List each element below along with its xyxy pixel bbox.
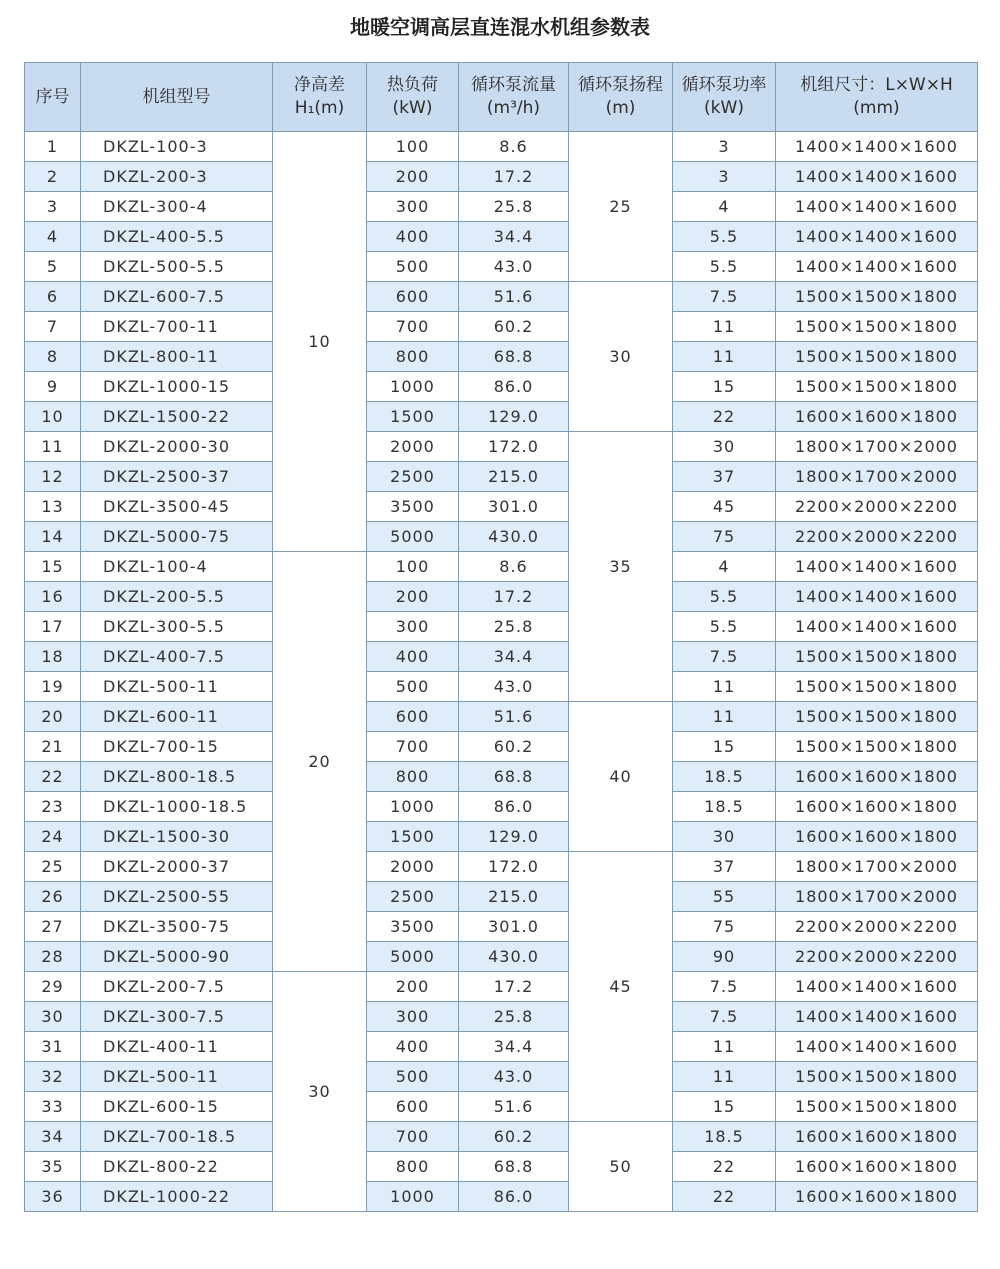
table-row xyxy=(25,1032,978,1062)
cell-power: 90 xyxy=(673,942,776,972)
cell-load: 500 xyxy=(367,672,459,702)
cell-power: 45 xyxy=(673,492,776,522)
cell-load: 100 xyxy=(367,552,459,582)
header-height-label: 净高差 xyxy=(294,75,345,95)
cell-flow: 8.6 xyxy=(459,132,569,162)
table-row xyxy=(25,702,978,732)
cell-size: 1400×1400×1600 xyxy=(776,612,978,642)
cell-size: 1500×1500×1800 xyxy=(776,732,978,762)
cell-seq: 27 xyxy=(25,912,81,942)
table-row xyxy=(25,192,978,222)
cell-flow: 34.4 xyxy=(459,642,569,672)
cell-flow: 17.2 xyxy=(459,972,569,1002)
cell-power: 37 xyxy=(673,462,776,492)
cell-model: DKZL-200-5.5 xyxy=(81,582,273,612)
cell-power: 4 xyxy=(673,552,776,582)
cell-size: 2200×2000×2200 xyxy=(776,912,978,942)
cell-load: 2000 xyxy=(367,852,459,882)
cell-model: DKZL-2500-37 xyxy=(81,462,273,492)
table-row xyxy=(25,612,978,642)
table-row xyxy=(25,852,978,882)
cell-flow: 86.0 xyxy=(459,372,569,402)
header-power-unit: (kW) xyxy=(704,98,744,118)
cell-head-group: 35 xyxy=(569,432,673,702)
cell-size: 1400×1400×1600 xyxy=(776,1032,978,1062)
cell-flow: 129.0 xyxy=(459,402,569,432)
table-row xyxy=(25,582,978,612)
cell-load: 300 xyxy=(367,1002,459,1032)
table-row xyxy=(25,762,978,792)
cell-load: 1500 xyxy=(367,402,459,432)
cell-power: 22 xyxy=(673,402,776,432)
cell-size: 1400×1400×1600 xyxy=(776,222,978,252)
cell-power: 22 xyxy=(673,1182,776,1212)
cell-power: 5.5 xyxy=(673,252,776,282)
cell-power: 18.5 xyxy=(673,1122,776,1152)
cell-model: DKZL-600-11 xyxy=(81,702,273,732)
cell-seq: 21 xyxy=(25,732,81,762)
cell-size: 1400×1400×1600 xyxy=(776,162,978,192)
cell-power: 11 xyxy=(673,1062,776,1092)
cell-model: DKZL-800-11 xyxy=(81,342,273,372)
table-row xyxy=(25,552,978,582)
cell-size: 2200×2000×2200 xyxy=(776,492,978,522)
cell-load: 400 xyxy=(367,642,459,672)
cell-flow: 68.8 xyxy=(459,342,569,372)
table-row xyxy=(25,1182,978,1212)
cell-seq: 16 xyxy=(25,582,81,612)
cell-power: 11 xyxy=(673,312,776,342)
cell-size: 1600×1600×1800 xyxy=(776,762,978,792)
cell-seq: 29 xyxy=(25,972,81,1002)
cell-load: 1000 xyxy=(367,372,459,402)
cell-flow: 430.0 xyxy=(459,522,569,552)
cell-flow: 34.4 xyxy=(459,222,569,252)
table-row xyxy=(25,882,978,912)
table-row xyxy=(25,1002,978,1032)
cell-size: 1600×1600×1800 xyxy=(776,792,978,822)
cell-load: 600 xyxy=(367,282,459,312)
cell-seq: 5 xyxy=(25,252,81,282)
cell-flow: 43.0 xyxy=(459,672,569,702)
cell-size: 1400×1400×1600 xyxy=(776,972,978,1002)
cell-flow: 68.8 xyxy=(459,762,569,792)
cell-seq: 20 xyxy=(25,702,81,732)
table-row xyxy=(25,942,978,972)
cell-seq: 19 xyxy=(25,672,81,702)
cell-seq: 31 xyxy=(25,1032,81,1062)
cell-model: DKZL-500-5.5 xyxy=(81,252,273,282)
cell-load: 500 xyxy=(367,1062,459,1092)
table-row xyxy=(25,1152,978,1182)
cell-seq: 14 xyxy=(25,522,81,552)
cell-power: 30 xyxy=(673,822,776,852)
cell-model: DKZL-1000-15 xyxy=(81,372,273,402)
cell-size: 1600×1600×1800 xyxy=(776,1182,978,1212)
cell-power: 11 xyxy=(673,1032,776,1062)
cell-model: DKZL-800-22 xyxy=(81,1152,273,1182)
cell-size: 1400×1400×1600 xyxy=(776,552,978,582)
header-size-label: 机组尺寸：L×W×H xyxy=(800,75,953,95)
cell-power: 37 xyxy=(673,852,776,882)
header-power xyxy=(673,63,776,132)
table-row xyxy=(25,402,978,432)
header-flow-label: 循环泵流量 xyxy=(471,75,556,95)
table-row xyxy=(25,972,978,1002)
cell-model: DKZL-700-15 xyxy=(81,732,273,762)
cell-power: 5.5 xyxy=(673,582,776,612)
cell-seq: 15 xyxy=(25,552,81,582)
cell-seq: 3 xyxy=(25,192,81,222)
cell-model: DKZL-300-5.5 xyxy=(81,612,273,642)
cell-model: DKZL-2500-55 xyxy=(81,882,273,912)
cell-load: 400 xyxy=(367,222,459,252)
header-load xyxy=(367,63,459,132)
cell-seq: 2 xyxy=(25,162,81,192)
cell-model: DKZL-700-18.5 xyxy=(81,1122,273,1152)
cell-power: 7.5 xyxy=(673,642,776,672)
cell-flow: 17.2 xyxy=(459,582,569,612)
cell-seq: 23 xyxy=(25,792,81,822)
cell-load: 2500 xyxy=(367,462,459,492)
cell-load: 300 xyxy=(367,612,459,642)
header-height-unit: H₁(m) xyxy=(294,98,345,118)
cell-model: DKZL-300-4 xyxy=(81,192,273,222)
cell-seq: 8 xyxy=(25,342,81,372)
cell-head-group: 25 xyxy=(569,132,673,282)
cell-load: 800 xyxy=(367,342,459,372)
cell-seq: 9 xyxy=(25,372,81,402)
table-row xyxy=(25,792,978,822)
cell-load: 200 xyxy=(367,162,459,192)
cell-power: 4 xyxy=(673,192,776,222)
cell-size: 1500×1500×1800 xyxy=(776,1062,978,1092)
table-row xyxy=(25,252,978,282)
cell-flow: 430.0 xyxy=(459,942,569,972)
cell-flow: 51.6 xyxy=(459,702,569,732)
cell-model: DKZL-100-4 xyxy=(81,552,273,582)
cell-size: 2200×2000×2200 xyxy=(776,942,978,972)
cell-seq: 35 xyxy=(25,1152,81,1182)
cell-flow: 17.2 xyxy=(459,162,569,192)
cell-flow: 172.0 xyxy=(459,432,569,462)
cell-flow: 60.2 xyxy=(459,1122,569,1152)
table-body xyxy=(25,132,978,1212)
cell-load: 800 xyxy=(367,762,459,792)
cell-model: DKZL-200-7.5 xyxy=(81,972,273,1002)
cell-size: 1600×1600×1800 xyxy=(776,1122,978,1152)
header-head xyxy=(569,63,673,132)
cell-size: 1600×1600×1800 xyxy=(776,1152,978,1182)
cell-flow: 301.0 xyxy=(459,492,569,522)
cell-model: DKZL-5000-90 xyxy=(81,942,273,972)
cell-power: 75 xyxy=(673,522,776,552)
cell-flow: 60.2 xyxy=(459,732,569,762)
cell-size: 1800×1700×2000 xyxy=(776,432,978,462)
cell-power: 7.5 xyxy=(673,282,776,312)
table-row xyxy=(25,342,978,372)
cell-load: 2500 xyxy=(367,882,459,912)
header-seq xyxy=(25,63,81,132)
table-row xyxy=(25,162,978,192)
cell-model: DKZL-1000-18.5 xyxy=(81,792,273,822)
table-row xyxy=(25,672,978,702)
cell-flow: 25.8 xyxy=(459,612,569,642)
cell-model: DKZL-300-7.5 xyxy=(81,1002,273,1032)
cell-head-group: 45 xyxy=(569,852,673,1122)
table-row xyxy=(25,312,978,342)
cell-model: DKZL-5000-75 xyxy=(81,522,273,552)
cell-power: 30 xyxy=(673,432,776,462)
cell-flow: 215.0 xyxy=(459,882,569,912)
cell-load: 700 xyxy=(367,312,459,342)
cell-seq: 36 xyxy=(25,1182,81,1212)
parameter-table xyxy=(24,62,978,1212)
cell-power: 18.5 xyxy=(673,792,776,822)
cell-load: 800 xyxy=(367,1152,459,1182)
cell-flow: 172.0 xyxy=(459,852,569,882)
cell-seq: 30 xyxy=(25,1002,81,1032)
cell-size: 1400×1400×1600 xyxy=(776,192,978,222)
cell-flow: 34.4 xyxy=(459,1032,569,1062)
cell-size: 1600×1600×1800 xyxy=(776,402,978,432)
cell-size: 1800×1700×2000 xyxy=(776,852,978,882)
cell-model: DKZL-400-5.5 xyxy=(81,222,273,252)
cell-flow: 68.8 xyxy=(459,1152,569,1182)
cell-seq: 12 xyxy=(25,462,81,492)
cell-flow: 129.0 xyxy=(459,822,569,852)
table-row xyxy=(25,132,978,162)
table-row xyxy=(25,822,978,852)
cell-load: 100 xyxy=(367,132,459,162)
cell-seq: 11 xyxy=(25,432,81,462)
cell-load: 700 xyxy=(367,1122,459,1152)
cell-seq: 1 xyxy=(25,132,81,162)
cell-model: DKZL-400-11 xyxy=(81,1032,273,1062)
cell-size: 1500×1500×1800 xyxy=(776,372,978,402)
header-power-label: 循环泵功率 xyxy=(681,75,767,95)
table-row xyxy=(25,462,978,492)
cell-seq: 10 xyxy=(25,402,81,432)
table-row xyxy=(25,282,978,312)
page-title: 地暖空调高层直连混水机组参数表 xyxy=(350,15,650,39)
cell-power: 15 xyxy=(673,372,776,402)
table-row xyxy=(25,1062,978,1092)
cell-load: 300 xyxy=(367,192,459,222)
cell-model: DKZL-200-3 xyxy=(81,162,273,192)
cell-load: 3500 xyxy=(367,492,459,522)
cell-load: 200 xyxy=(367,582,459,612)
cell-size: 1400×1400×1600 xyxy=(776,582,978,612)
cell-size: 1500×1500×1800 xyxy=(776,702,978,732)
cell-power: 11 xyxy=(673,342,776,372)
cell-size: 1800×1700×2000 xyxy=(776,462,978,492)
cell-size: 1400×1400×1600 xyxy=(776,1002,978,1032)
cell-power: 75 xyxy=(673,912,776,942)
cell-size: 1400×1400×1600 xyxy=(776,252,978,282)
cell-power: 5.5 xyxy=(673,222,776,252)
cell-seq: 34 xyxy=(25,1122,81,1152)
cell-power: 11 xyxy=(673,702,776,732)
header-load-unit: (kW) xyxy=(392,98,433,118)
cell-model: DKZL-2000-30 xyxy=(81,432,273,462)
header-head-label: 循环泵扬程 xyxy=(578,75,663,95)
header-model xyxy=(81,63,273,132)
cell-power: 18.5 xyxy=(673,762,776,792)
cell-model: DKZL-100-3 xyxy=(81,132,273,162)
cell-load: 5000 xyxy=(367,942,459,972)
cell-flow: 60.2 xyxy=(459,312,569,342)
cell-load: 700 xyxy=(367,732,459,762)
header-height xyxy=(273,63,367,132)
cell-power: 5.5 xyxy=(673,612,776,642)
cell-load: 1000 xyxy=(367,792,459,822)
cell-height-group: 30 xyxy=(273,972,367,1212)
cell-flow: 86.0 xyxy=(459,1182,569,1212)
cell-model: DKZL-700-11 xyxy=(81,312,273,342)
cell-model: DKZL-400-7.5 xyxy=(81,642,273,672)
cell-power: 3 xyxy=(673,132,776,162)
cell-head-group: 40 xyxy=(569,702,673,852)
cell-flow: 51.6 xyxy=(459,282,569,312)
cell-size: 1500×1500×1800 xyxy=(776,672,978,702)
cell-seq: 26 xyxy=(25,882,81,912)
cell-model: DKZL-1500-30 xyxy=(81,822,273,852)
cell-seq: 18 xyxy=(25,642,81,672)
cell-height-group: 20 xyxy=(273,552,367,972)
cell-size: 2200×2000×2200 xyxy=(776,522,978,552)
table-header-row xyxy=(25,63,978,132)
cell-flow: 51.6 xyxy=(459,1092,569,1122)
cell-flow: 215.0 xyxy=(459,462,569,492)
cell-load: 3500 xyxy=(367,912,459,942)
cell-size: 1400×1400×1600 xyxy=(776,132,978,162)
cell-seq: 13 xyxy=(25,492,81,522)
table-row xyxy=(25,222,978,252)
cell-load: 600 xyxy=(367,702,459,732)
header-seq-label: 序号 xyxy=(35,86,70,107)
cell-model: DKZL-500-11 xyxy=(81,672,273,702)
cell-seq: 7 xyxy=(25,312,81,342)
table-row xyxy=(25,432,978,462)
cell-size: 1500×1500×1800 xyxy=(776,282,978,312)
cell-size: 1800×1700×2000 xyxy=(776,882,978,912)
cell-load: 400 xyxy=(367,1032,459,1062)
cell-seq: 24 xyxy=(25,822,81,852)
header-load-label: 热负荷 xyxy=(387,75,438,95)
header-model-label: 机组型号 xyxy=(142,86,211,107)
cell-power: 55 xyxy=(673,882,776,912)
cell-flow: 301.0 xyxy=(459,912,569,942)
cell-flow: 8.6 xyxy=(459,552,569,582)
table-row xyxy=(25,492,978,522)
cell-seq: 22 xyxy=(25,762,81,792)
cell-seq: 33 xyxy=(25,1092,81,1122)
cell-size: 1500×1500×1800 xyxy=(776,1092,978,1122)
cell-power: 7.5 xyxy=(673,972,776,1002)
cell-power: 3 xyxy=(673,162,776,192)
cell-power: 15 xyxy=(673,1092,776,1122)
cell-seq: 25 xyxy=(25,852,81,882)
cell-model: DKZL-2000-37 xyxy=(81,852,273,882)
cell-size: 1600×1600×1800 xyxy=(776,822,978,852)
cell-flow: 25.8 xyxy=(459,192,569,222)
cell-flow: 86.0 xyxy=(459,792,569,822)
cell-seq: 32 xyxy=(25,1062,81,1092)
cell-load: 200 xyxy=(367,972,459,1002)
cell-size: 1500×1500×1800 xyxy=(776,312,978,342)
header-flow xyxy=(459,63,569,132)
cell-load: 500 xyxy=(367,252,459,282)
table-row xyxy=(25,1122,978,1152)
cell-model: DKZL-500-11 xyxy=(81,1062,273,1092)
cell-load: 2000 xyxy=(367,432,459,462)
header-flow-unit: (m³/h) xyxy=(486,98,541,118)
cell-model: DKZL-1000-22 xyxy=(81,1182,273,1212)
cell-power: 7.5 xyxy=(673,1002,776,1032)
cell-flow: 43.0 xyxy=(459,252,569,282)
table-row xyxy=(25,912,978,942)
table-row xyxy=(25,732,978,762)
cell-power: 11 xyxy=(673,672,776,702)
cell-model: DKZL-1500-22 xyxy=(81,402,273,432)
cell-power: 22 xyxy=(673,1152,776,1182)
cell-model: DKZL-3500-75 xyxy=(81,912,273,942)
table-row xyxy=(25,372,978,402)
table-row xyxy=(25,522,978,552)
header-head-unit: (m) xyxy=(605,98,636,118)
cell-load: 5000 xyxy=(367,522,459,552)
cell-load: 600 xyxy=(367,1092,459,1122)
cell-load: 1000 xyxy=(367,1182,459,1212)
table-row xyxy=(25,1092,978,1122)
cell-height-group: 10 xyxy=(273,132,367,552)
cell-head-group: 50 xyxy=(569,1122,673,1212)
cell-head-group: 30 xyxy=(569,282,673,432)
header-size-unit: (mm) xyxy=(853,98,900,118)
cell-flow: 43.0 xyxy=(459,1062,569,1092)
header-size xyxy=(776,63,978,132)
table-row xyxy=(25,642,978,672)
cell-power: 15 xyxy=(673,732,776,762)
cell-model: DKZL-3500-45 xyxy=(81,492,273,522)
cell-seq: 17 xyxy=(25,612,81,642)
cell-size: 1500×1500×1800 xyxy=(776,342,978,372)
cell-flow: 25.8 xyxy=(459,1002,569,1032)
cell-size: 1500×1500×1800 xyxy=(776,642,978,672)
cell-model: DKZL-600-15 xyxy=(81,1092,273,1122)
cell-load: 1500 xyxy=(367,822,459,852)
cell-model: DKZL-800-18.5 xyxy=(81,762,273,792)
cell-seq: 6 xyxy=(25,282,81,312)
cell-seq: 28 xyxy=(25,942,81,972)
cell-model: DKZL-600-7.5 xyxy=(81,282,273,312)
cell-seq: 4 xyxy=(25,222,81,252)
